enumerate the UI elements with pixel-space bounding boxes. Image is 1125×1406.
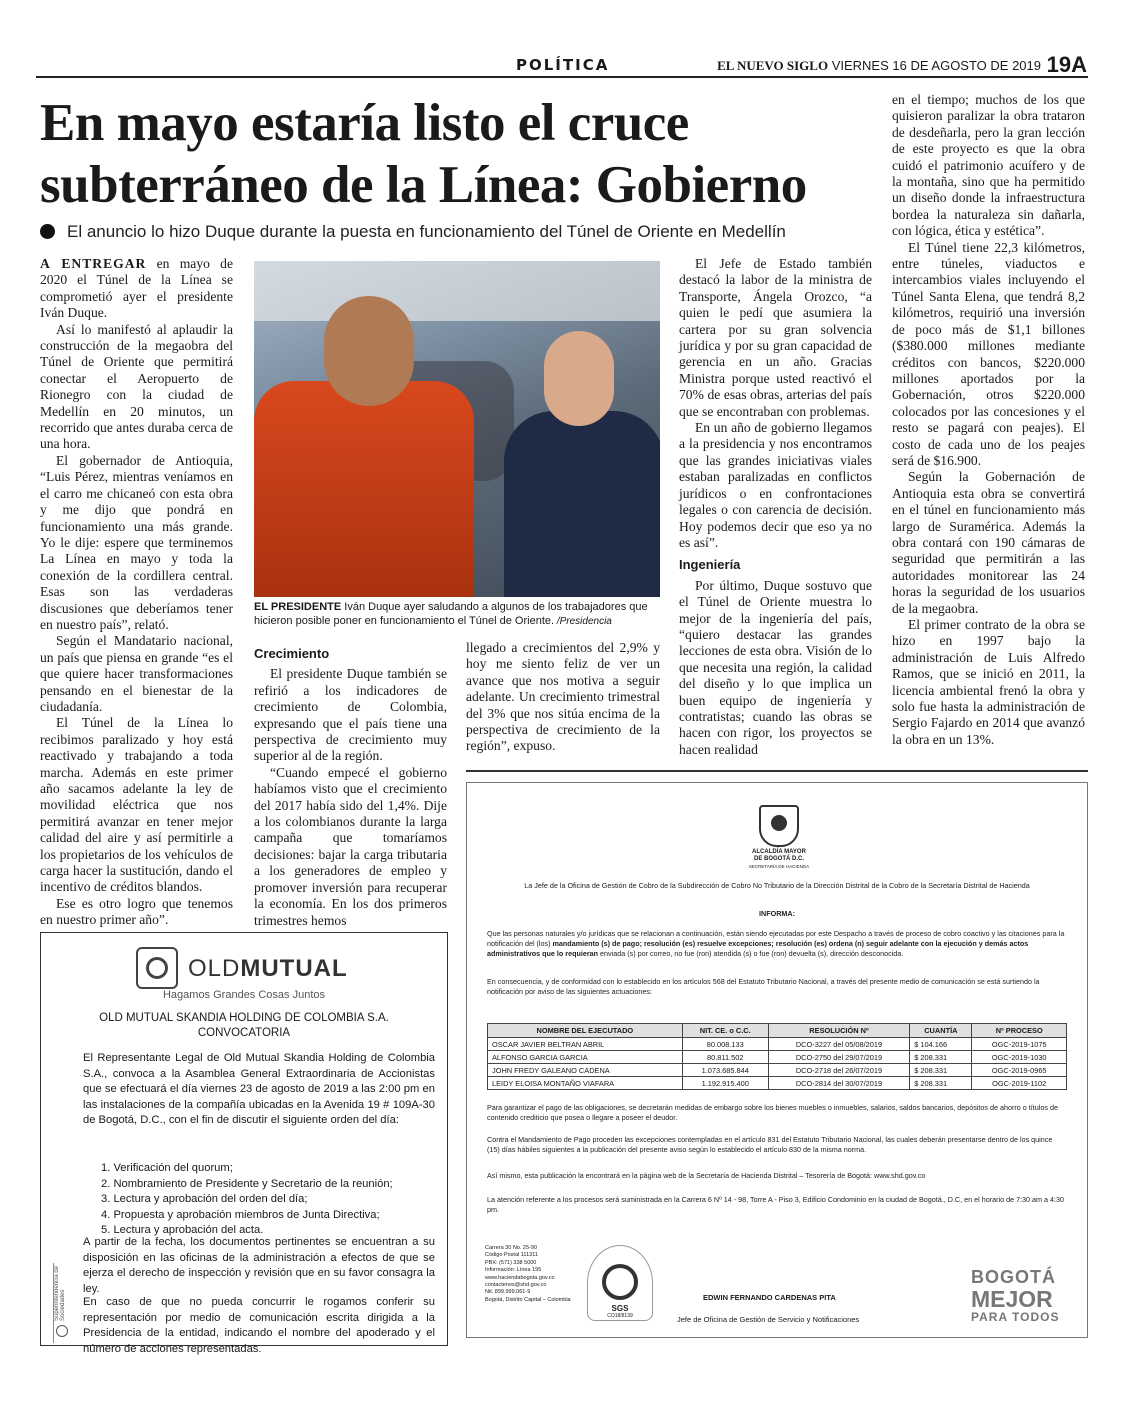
masthead bbox=[717, 58, 1041, 74]
notice-paragraph-1: Que las personas naturales y/o jurídicas que se relacionan a continuación, están siendo ejecutadas por este Despacho a través de proceso de cobro coactivo y las citaciones para la notificación del (los) mandamiento (s) de pago; resolución (es) resuelve excepciones; resolución (es) ordena (n) seguir adelante con la ejecución y demás actos administrativos que lo requieran enviada (s) por correo, no fue (ron) atendida (s) o fue (ron) devuelta (s), dirección desconocida. bbox=[487, 929, 1065, 958]
old-mutual-mark-icon bbox=[136, 947, 178, 989]
photo-worker-head bbox=[324, 296, 414, 406]
alcaldia-ad bbox=[466, 770, 1088, 1346]
headline-line-1: En mayo estaría listo el cruce bbox=[40, 94, 689, 152]
sgs-certification-icon: SGS CO18/8139 bbox=[587, 1245, 653, 1321]
article-column-1 bbox=[40, 256, 233, 929]
headline bbox=[40, 92, 880, 216]
alcaldia-ad-frame bbox=[466, 782, 1088, 1338]
article-paragraph: Según el Mandatario nacional, un país que piensa en grande “es el que quiere hacer transformaciones pensando en el bienestar de la ciudadanía. bbox=[40, 633, 233, 714]
table-header: NOMBRE DEL EJECUTADO bbox=[488, 1024, 683, 1038]
photo-caption: EL PRESIDENTE Iván Duque ayer saludando a algunos de los trabajadores que hicieron posible poner en funcionamiento el Túnel de Oriente. /Presidencia bbox=[254, 601, 648, 627]
table-header-row bbox=[488, 1024, 1067, 1038]
supersociedades-icon bbox=[56, 1325, 68, 1337]
old-mutual-ad bbox=[40, 932, 448, 1355]
photo-president-head bbox=[544, 331, 614, 426]
convocatoria-intro: El Representante Legal de Old Mutual Skandia Holding de Colombia S.A., convoca a la Asamblea General Extraordinaria de Accionistas que se efectuará el día viernes 23 de agosto de 2019 a las 2:00 pm en las instalaciones de la compañía ubicadas en la Avenida 19 # 109A-30 de Bogotá, D.C., con el fin de discutir el siguiente orden del día: bbox=[83, 1052, 435, 1126]
photo-credit: /Presidencia bbox=[554, 616, 612, 627]
section-label: POLÍTICA bbox=[516, 56, 610, 74]
article-paragraph: Según la Gobernación de Antioquia esta obra se convertirá en el túnel en funcionamiento más largo de Suramérica. Además la obra contará con 190 cámaras de seguridad que permitirán a las autoridades monitorear las 24 horas la seguridad de los usuarios de la megaobra. bbox=[892, 469, 1085, 616]
cobro-table bbox=[487, 1023, 1067, 1090]
table-header: RESOLUCIÓN Nº bbox=[768, 1024, 910, 1038]
lead-in: A ENTREGAR bbox=[40, 256, 147, 271]
convocatoria-title: OLD MUTUAL SKANDIA HOLDING DE COLOMBIA S.A. CONVOCATORIA bbox=[99, 1012, 389, 1039]
article-paragraph: El Túnel de la Línea lo recibimos paralizado y hoy está reactivado y trabajando a toda marcha. Además en este primer año sacamos adelante la ley de movilidad eléctrica que nos permitirá avanzar en tener mejor calidad del aire y así permitirle a los propietarios de los vehículos de carga hacer la sustitución, dando el incentivo de créditos blandos. bbox=[40, 715, 233, 895]
supersociedades-mark: Superintendencia de Sociedades bbox=[53, 1263, 73, 1343]
article-paragraph: A ENTREGAR en mayo de 2020 el Túnel de la Línea se comprometió ayer el presidente Iván Duque. bbox=[40, 256, 233, 321]
notice-paragraph-6: La atención referente a los procesos será suministrada en la Carrera 6 Nº 14 - 98, Torre A - Piso 3, Edificio Condominio en la ciudad de Bogotá., D.C, en el horario de 7:30 am a 4:30 pm. bbox=[487, 1195, 1065, 1214]
notice-informa: INFORMA: bbox=[759, 909, 795, 918]
subhead bbox=[40, 222, 786, 242]
paper-name: EL NUEVO SIGLO bbox=[717, 58, 829, 73]
bogota-crest-icon bbox=[759, 805, 799, 847]
agenda-item: 5. Lectura y aprobación del acta. bbox=[101, 1224, 264, 1236]
article-paragraph: El gobernador de Antioquia, “Luis Pérez, mientras veníamos en el carro me chicaneó con esta obra y me dijo que pondrá en funcionamiento una más grande. Yo le dije: espere que terminemos La Línea en mayo y toda la conexión de la cordillera central. Esas son las verdaderas discusiones que deberíamos tener en nuestro país”, relató. bbox=[40, 452, 233, 632]
signer-role: Jefe de Oficina de Gestión de Servicio y Notificaciones bbox=[677, 1315, 860, 1324]
table-header: CUANTÍA bbox=[910, 1024, 972, 1038]
table-row: LEIDY ELOISA MONTAÑO VIAFARA 1.192.915.400 DCO-2814 del 30/07/2019 $ 208.331 OGC-2019-1102 bbox=[488, 1077, 1067, 1090]
checkmark-icon bbox=[602, 1264, 638, 1300]
notice-paragraph-5: Así mismo, esta publicación la encontrará en la página web de la Secretaría de Hacienda Distrital – Tesorería de Bogotá: www.shd.gov.co bbox=[487, 1171, 926, 1180]
article-paragraph: llegado a crecimientos del 2,9% y hoy me siento feliz de ver un avance que nos motiva a seguir adelante. Un crecimiento trimestral del 3% que nos sitúa encima de la perspectiva de crecimiento de la región”, expuso. bbox=[466, 640, 660, 754]
notice-paragraph-2: En consecuencia, y de conformidad con lo establecido en los artículos 568 del Estatuto Tributario Nacional, a través del presente medio de comunicación se está surtiendo la notificación por aviso de las siguientes actuaciones: bbox=[487, 977, 1040, 996]
convocatoria-documents: A partir de la fecha, los documentos pertinentes se encuentran a su disposición en las oficinas de la administración a efectos de que se ejerza el derecho de inspección y revisión que en su favor consagra la ley. bbox=[83, 1236, 435, 1295]
article-column-3 bbox=[466, 640, 660, 755]
agenda-item: 1. Verificación del quorum; bbox=[101, 1162, 233, 1174]
article-paragraph: en el tiempo; muchos de los que quisieron paralizar la obra trataron de desdeñarla, pero la gran lección de este proyecto es que la obra cuidó el patrimonio acuífero y de la montaña, sino que ha permitido un diseño donde la infraestructura bordea la naturaleza sin dañarla, con lógica, ética y estética”. bbox=[892, 92, 1085, 239]
caption-lead: EL PRESIDENTE bbox=[254, 601, 342, 613]
news-photo bbox=[254, 261, 660, 597]
crecimiento-heading: Crecimiento bbox=[254, 646, 330, 661]
table-row: OSCAR JAVIER BELTRAN ABRIL 80.008.133 DCO-3227 del 05/08/2019 $ 104.166 OGC-2019-1075 bbox=[488, 1038, 1067, 1051]
table-header: Nº PROCESO bbox=[972, 1024, 1067, 1038]
issue-date: VIERNES 16 DE AGOSTO DE 2019 bbox=[831, 58, 1041, 73]
page-number: 19A bbox=[1046, 52, 1087, 77]
agenda-item: 3. Lectura y aprobación del orden del día; bbox=[101, 1193, 308, 1205]
bogota-mejor-logo: BOGOTÁ MEJOR PARA TODOS bbox=[971, 1267, 1060, 1324]
notice-paragraph-3: Para garantizar el pago de las obligaciones, se decretarán medidas de embargo sobre los bienes muebles o inmuebles, salarios, saldos bancarios, depósitos de ahorro o títulos de contenido crediticio que posea o llegare a poseer el deudor. bbox=[487, 1103, 1058, 1122]
bullet-dot-icon bbox=[40, 224, 55, 239]
old-mutual-logo bbox=[136, 947, 356, 995]
notice-paragraph-4: Contra el Mandamiento de Pago proceden las excepciones contempladas en el artículo 831 del Estatuto Tributario Nacional, las cuales deberán presentarse dentro de los quince (15) días hábiles siguientes a la publicación del presente aviso según lo establecido el artículo 830 de la misma norma. bbox=[487, 1135, 1053, 1154]
ingenieria-heading: Ingeniería bbox=[679, 557, 741, 573]
article-paragraph: “Cuando empecé el gobierno habíamos visto que el crecimiento del 2017 había sido del 1,4%. Dije a los colombianos durante la larga campaña que tomaríamos decisiones: bajar la carga tributaria a los generadores de empleo y promover inversión para recuperar la economía. En los dos primeros trimestres hemos bbox=[254, 764, 447, 928]
agenda-item: 2. Nombramiento de Presidente y Secretario de la reunión; bbox=[101, 1177, 393, 1190]
article-column-2 bbox=[254, 640, 447, 929]
table-header: NIT. CE. o C.C. bbox=[682, 1024, 768, 1038]
article-paragraph: En un año de gobierno llegamos a la presidencia y nos encontramos que las grandes iniciativas viales estaban paralizadas en conflictos jurídicos o en confrontaciones legales o con carencia de decisión. Hoy podemos decir que eso ya no es así”. bbox=[679, 420, 872, 550]
photo-roof bbox=[254, 261, 660, 321]
article-paragraph: Ese es otro logro que tenemos en nuestro primer año”. bbox=[40, 895, 233, 928]
article-paragraph: Por último, Duque sostuvo que el Túnel de Oriente muestra lo mejor de la ingeniería del país, “quiero destacar las grandes lecciones de esta obra. Visión de lo que necesita una región, la calidad del diseño y lo que implica un buen equipo de ingeniería y contratistas; cuando las obras se hacen con rigor, los proyectos se hacen realidad bbox=[679, 577, 872, 757]
alcaldia-name: ALCALDÍA MAYOR DE BOGOTÁ D.C. SECRETARÍA DE HACIENDA bbox=[748, 849, 810, 869]
article-paragraph: El primer contrato de la obra se hizo en 1997 bajo la administración de Luis Alfredo Ramos, que se inició en 2011, la licencia ambiental frenó la obra y solo fue hasta la administración de Sergio Fajardo en 2014 que avanzó la obra en un 13%. bbox=[892, 617, 1085, 747]
photo-worker bbox=[254, 381, 474, 597]
old-mutual-brand: OLDMUTUAL bbox=[188, 955, 348, 982]
convocatoria-proxy: En caso de que no pueda concurrir le rogamos conferir su representación por medio de comunicación escrita dirigida a la Presidencia de la entidad, indicando el nombre del apoderado y el número de acciones representadas. bbox=[83, 1296, 435, 1355]
agenda-item: 4. Propuesta y aprobación miembros de Junta Directiva; bbox=[101, 1208, 380, 1221]
headline-line-2: subterráneo de la Línea: Gobierno bbox=[40, 156, 807, 214]
article-paragraph: El Túnel tiene 22,3 kilómetros, entre túneles, viaductos e intercambios viales incluyendo el Túnel Santa Elena, que tendrá 8,2 kilómetros, requirió una inversión de poco más de $1,1 billones ($380.000 millones mediante créditos con bancos, $220.000 millones aportados por la Gobernación, otros $220.000 colocados por las concesiones y el resto se pagará con peajes). El costo de cada uno de los peajes será de $16.900. bbox=[892, 239, 1085, 468]
article-column-5 bbox=[892, 92, 1085, 748]
table-row: JOHN FREDY GALEANO CADENA 1.073.685.844 DCO-2718 del 26/07/2019 $ 208.331 OGC-2019-0965 bbox=[488, 1064, 1067, 1077]
article-paragraph: El presidente Duque también se refirió a los indicadores de crecimiento de Colombia, expresando que el país tiene una perspectiva de crecimiento muy superior al de la región. bbox=[254, 666, 447, 764]
subhead-text: El anuncio lo hizo Duque durante la puesta en funcionamiento del Túnel de Oriente en Medellín bbox=[67, 222, 786, 241]
article-paragraph: El Jefe de Estado también destacó la labor de la ministra de Transporte, Ángela Orozco, “a quien le pedí que asumiera la cartera por su gran solvencia jurídica y por su gran capacidad de gerencia en un año. Gracias Ministra porque usted reactivó el 70% de esas obras, arterias del país que se encontraban con problemas. bbox=[679, 256, 872, 419]
notice-intro: La Jefe de la Oficina de Gestión de Cobro de la Subdirección de Cobro No Tributario de la Dirección Distrital de la Cobro de la Secretaría Distrital de Hacienda bbox=[524, 881, 1030, 890]
table-row: ALFONSO GARCIA GARCIA 80.811.502 DCO-2750 del 29/07/2019 $ 208.331 OGC-2019-1030 bbox=[488, 1051, 1067, 1064]
hacienda-address: Carrera 30 No. 25-90 Código Postal 111311 PBX: (571) 338 5000 Información: Línea 195 www.haciendabogota.gov.co contactenos@shd.gov.co Nit. 899.999.061-9 Bogotá, Distrito Capital – Colombia bbox=[485, 1245, 571, 1303]
agenda-list bbox=[101, 1161, 393, 1239]
article-paragraph: Así lo manifestó al aplaudir la construcción de la megaobra del Túnel de Oriente que permitirá conectar el Aeropuerto de Rionegro con la ciudad de Medellín en 20 minutos, un recorrido que antes duraba cerca de una hora. bbox=[40, 321, 233, 452]
article-column-4 bbox=[679, 256, 872, 758]
signer-name: EDWIN FERNANDO CARDENAS PITA bbox=[703, 1293, 836, 1302]
old-mutual-tagline: Hagamos Grandes Cosas Juntos bbox=[162, 989, 326, 1001]
photo-president bbox=[504, 411, 660, 597]
